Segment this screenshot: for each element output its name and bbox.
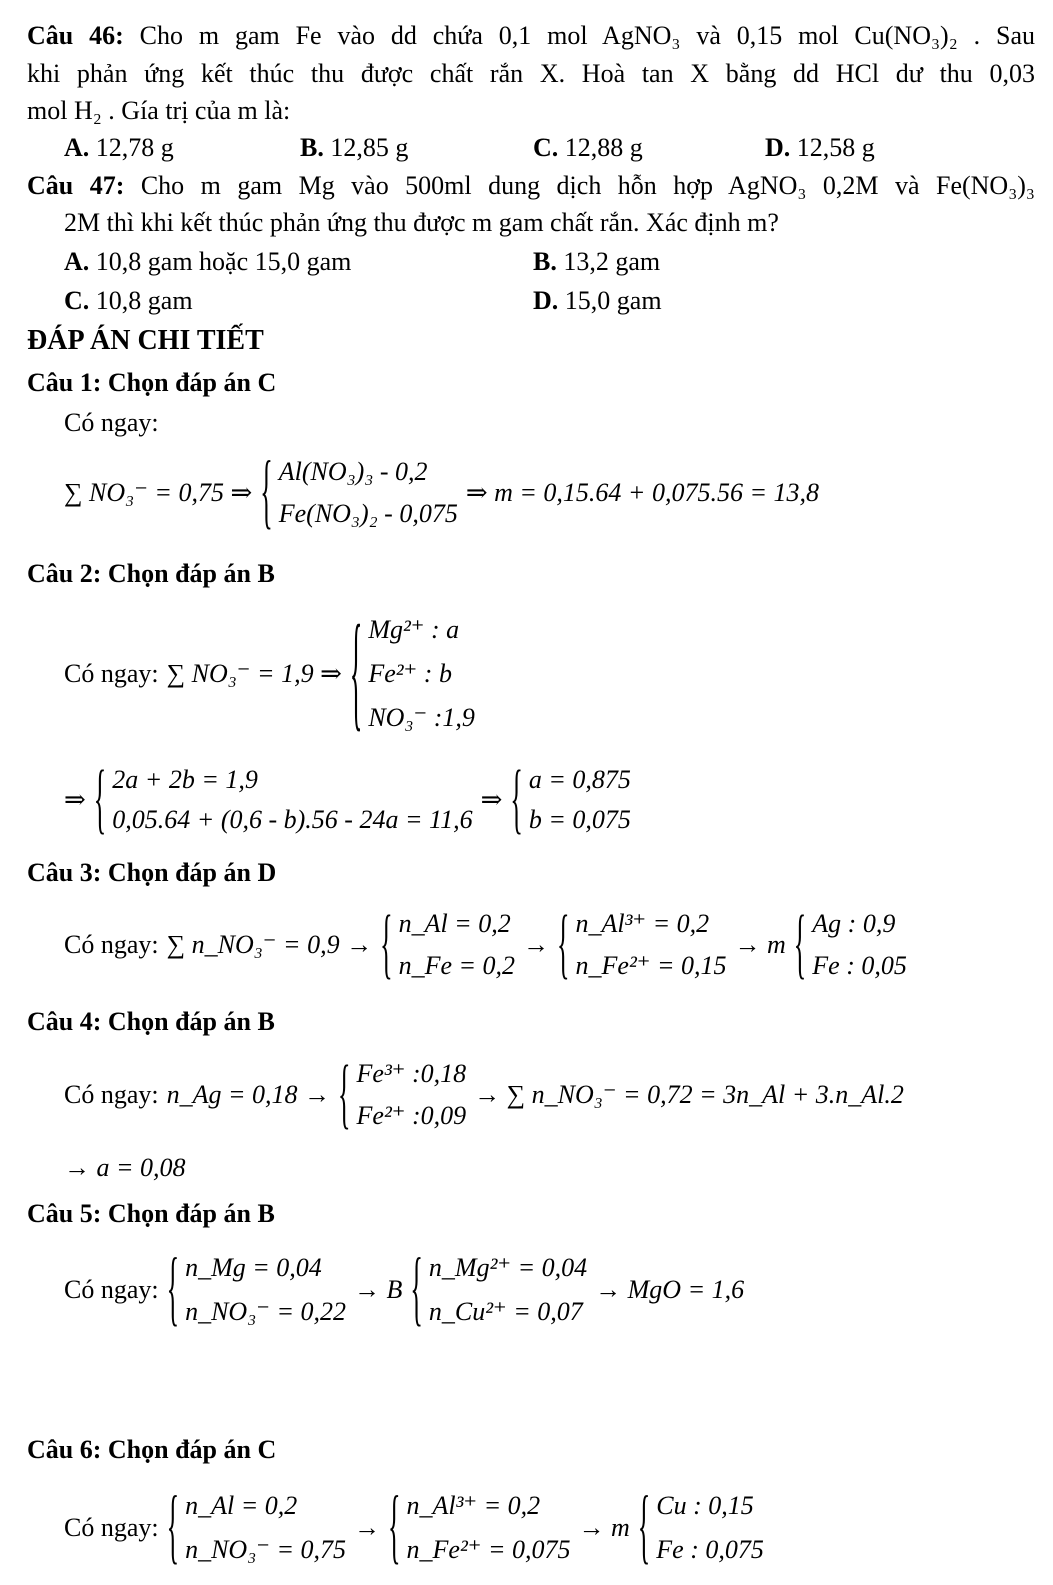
answer-5-formula: Có ngay: { n_Mg = 0,04 n_NO₃⁻ = 0,22 → B { n_Mg²⁺ = 0,04 n_Cu²⁺ = 0,07 → MgO = 1,6 [64, 1242, 745, 1335]
q47-text-1: Cho m gam Mg vào 500ml dung dịch hỗn hợp AgNO₃ 0,2M và Fe(NO₃)₃ [140, 171, 1035, 200]
q47-option-c[interactable]: C. 10,8 gam [64, 286, 193, 315]
q46-option-a[interactable]: A. 12,78 g [64, 133, 174, 162]
q46-line-3: mol H₂ . Gía trị của m là: [27, 96, 291, 125]
q46-option-b[interactable]: B. 12,85 g [300, 133, 409, 162]
q46-line-2: khi phản ứng kết thúc thu được chất rắn X. Hoà tan X bằng dd HCl dư thu 0,03 [27, 59, 1035, 88]
q47-label: Câu 47: [27, 171, 125, 200]
answer-2-intro: Có ngay: [64, 659, 159, 688]
answer-1-brace: { Al(NO₃)₃ - 0,2 Fe(NO₃)₂ - 0,075 [260, 445, 458, 538]
answer-2-brace: { Mg²⁺ : a Fe²⁺ : b NO₃⁻ :1,9 [349, 599, 475, 744]
q47-option-a[interactable]: A. 10,8 gam hoặc 15,0 gam [64, 247, 352, 276]
answer-3-formula: Có ngay: ∑ n_NO₃⁻ = 0,9 → { n_Al = 0,2 n_Fe = 0,2 → { n_Al³⁺ = 0,2 n_Fe²⁺ = 0,15 → m { Ag : 0,9 Fe : 0,05 [64, 900, 907, 987]
q46-text-1: Cho m gam Fe vào dd chứa 0,1 mol AgNO₃ và 0,15 mol Cu(NO₃)₂ . Sau [139, 21, 1036, 50]
q47-option-b[interactable]: B. 13,2 gam [533, 247, 661, 276]
answer-2-system: ⇒ { 2a + 2b = 1,9 0,05.64 + (0,6 - b).56 - 24a = 11,6 ⇒ { a = 0,875 b = 0,075 [64, 755, 631, 842]
answer-1-intro: Có ngay: [64, 408, 159, 437]
answer-1-formula [64, 445, 827, 538]
q47-line-2: 2M thì khi kết thúc phản ứng thu được m gam chất rắn. Xác định m? [64, 208, 779, 237]
answer-4-result: → a = 0,08 [64, 1153, 186, 1182]
answer-2-formula [64, 600, 483, 748]
answer-4-title: Câu 4: Chọn đáp án B [27, 1007, 275, 1036]
q47-line-1 [27, 170, 1035, 202]
answer-1-right: ⇒ m = 0,15.64 + 0,075.56 = 13,8 [465, 478, 820, 507]
answers-heading: ĐÁP ÁN CHI TIẾT [27, 325, 264, 356]
q46-option-d[interactable]: D. 12,58 g [765, 133, 875, 162]
answer-2-left: ∑ NO₃⁻ = 1,9 ⇒ [166, 659, 342, 688]
q46-label: Câu 46: [27, 21, 124, 50]
answer-2-title: Câu 2: Chọn đáp án B [27, 559, 275, 588]
answer-6-formula: Có ngay: { n_Al = 0,2 n_NO₃⁻ = 0,75 → { n_Al³⁺ = 0,2 n_Fe²⁺ = 0,075 → m { Cu : 0,15 Fe : 0,075 [64, 1480, 764, 1573]
answer-3-title: Câu 3: Chọn đáp án D [27, 858, 277, 887]
q47-option-d[interactable]: D. 15,0 gam [533, 286, 662, 315]
answer-1-title: Câu 1: Chọn đáp án C [27, 368, 277, 397]
q46-option-c[interactable]: C. 12,88 g [533, 133, 643, 162]
q46-line-1 [27, 20, 1035, 52]
answer-4-formula: Có ngay: n_Ag = 0,18 → { Fe³⁺ :0,18 Fe²⁺ :0,09 → ∑ n_NO₃⁻ = 0,72 = 3n_Al + 3.n_Al.2 [64, 1050, 904, 1137]
answer-5-title: Câu 5: Chọn đáp án B [27, 1199, 275, 1228]
answer-6-title: Câu 6: Chọn đáp án C [27, 1435, 277, 1464]
answer-1-left: ∑ NO₃⁻ = 0,75 ⇒ [64, 478, 253, 507]
